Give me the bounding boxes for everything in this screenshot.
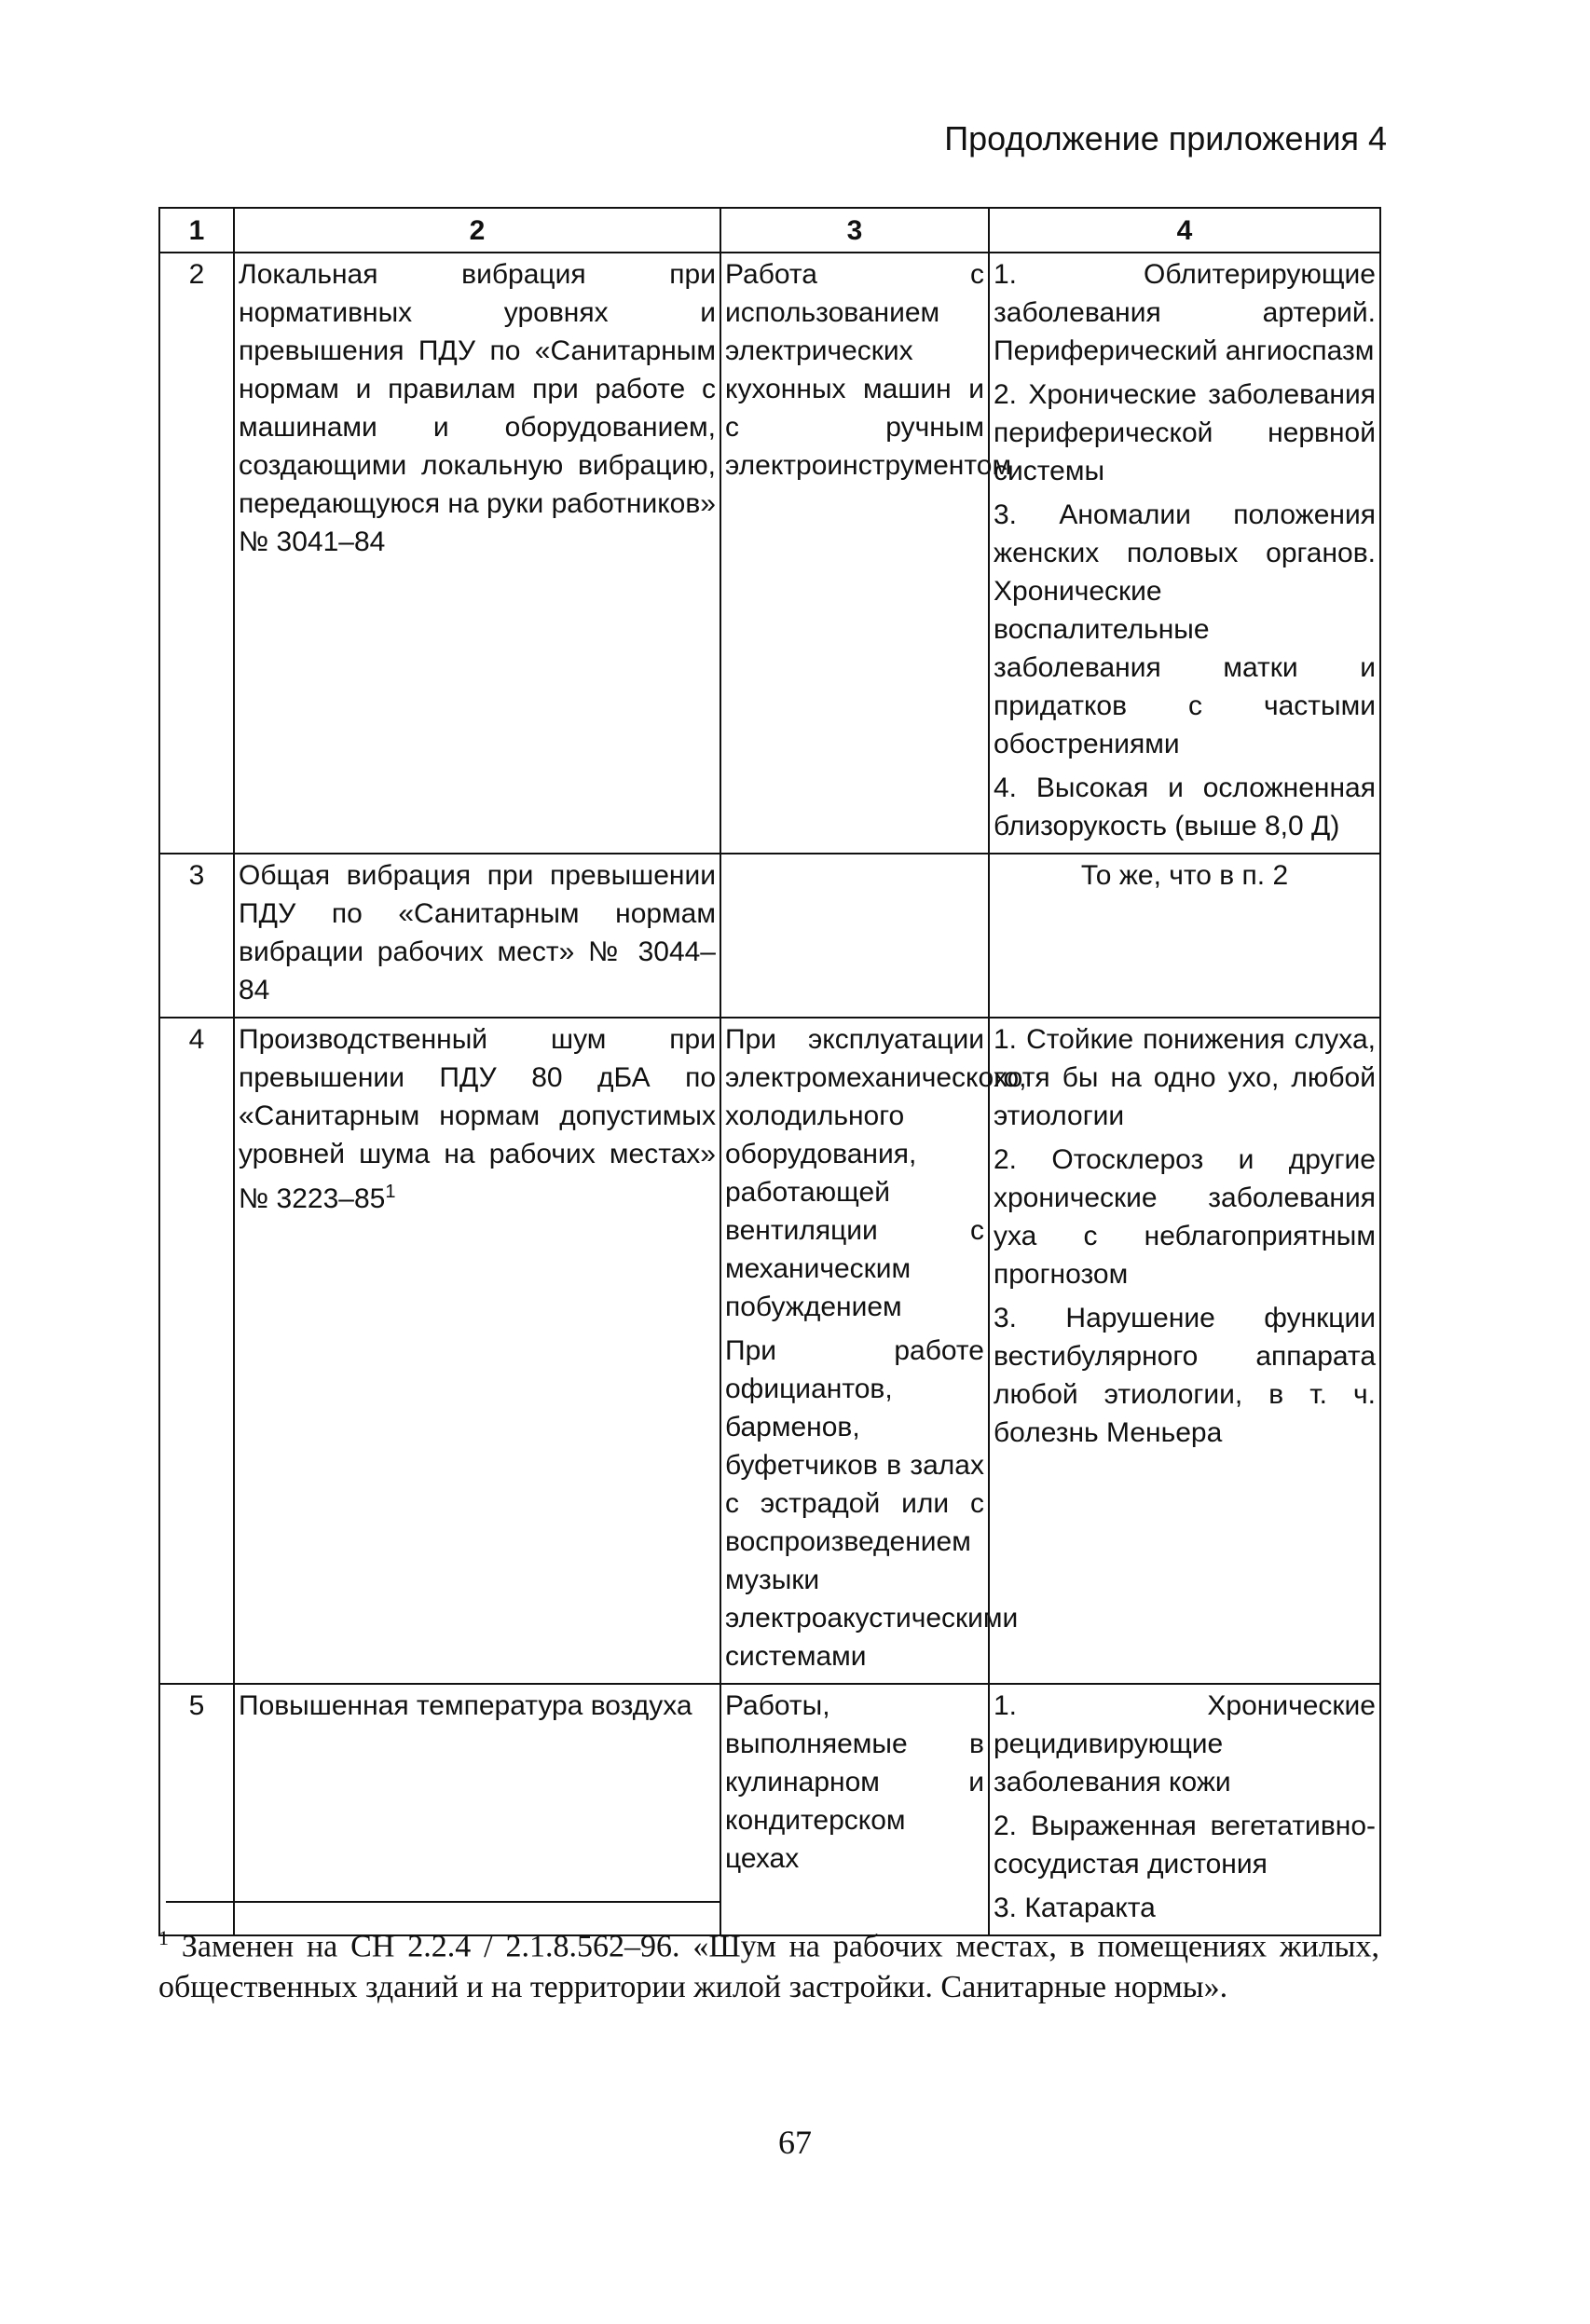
contraindication-item: То же, что в п. 2 <box>1080 860 1289 891</box>
footnote-text: Заменен на СН 2.2.4 / 2.1.8.562–96. «Шум на рабочих местах, в помещениях жилых, общественных зданий и на территории жилой застройки. Санитарные нормы». <box>158 1929 1380 2005</box>
work-type-cell <box>720 253 1012 854</box>
table-header-row <box>159 208 1380 253</box>
column-header: 1 <box>159 208 234 253</box>
page-number: 67 <box>778 2124 812 2161</box>
work-type-text: При работе официантов, барменов, буфетчиков в залах с эстрадой или с воспроизведением музыки электроакустическими системами <box>725 1335 1019 1672</box>
work-type-text: Работы, выполняемые в кулинарном и кондитерском цехах <box>725 1690 984 1874</box>
row-number: 2 <box>159 253 234 854</box>
work-type-cell <box>720 1684 989 1935</box>
harmful-factor-cell <box>234 1018 720 1684</box>
harmful-factor-text: Повышенная температура воздуха <box>239 1690 692 1721</box>
contraindication-item: 2. Отосклероз и другие хронические заболевания уха с неблагоприятным прогнозом <box>994 1144 1376 1290</box>
harmful-factor-label: Производственный шум при превышении ПДУ 80 дБА по «Санитарным нормам допустимых уровней шума на рабочих местах» № 3223–85 <box>239 1024 716 1214</box>
contraindications-cell <box>989 1684 1380 1935</box>
contraindications-cell <box>989 854 1380 1018</box>
row-number: 5 <box>159 1684 234 1935</box>
harmful-factor-text: Локальная вибрация при нормативных уровнях и превышения ПДУ по «Санитарным нормам и правилам при работе с машинами и оборудованием, создающими локальную вибрацию, передающуюся на руки работников» № 3041–84 <box>239 259 716 557</box>
footnote-divider <box>166 1901 720 1903</box>
page-header: Продолжение приложения 4 <box>944 119 1387 157</box>
column-header: 3 <box>720 208 989 253</box>
harmful-factor-cell <box>234 854 720 1018</box>
work-type-text: Работа с использованием электрических кухонных машин и с ручным электроинструментом <box>725 259 1012 481</box>
footnote <box>158 1918 1379 2008</box>
contraindication-item: 2. Хронические заболевания периферической нервной системы <box>994 379 1376 486</box>
work-type-cell <box>720 854 989 1018</box>
contraindication-item: 3. Аномалии положения женских половых органов. Хронические воспалительные заболевания матки и придатков с частыми обострениями <box>994 499 1376 759</box>
contraindication-item: 4. Высокая и осложненная близорукость (выше 8,0 Д) <box>994 772 1376 841</box>
work-type-cell <box>720 1018 1027 1684</box>
table-row <box>159 253 1380 854</box>
contraindications-cell <box>989 253 1380 854</box>
contraindication-item: 1. Хронические рецидивирующие заболевания кожи <box>994 1690 1376 1798</box>
table-row <box>159 854 1380 1018</box>
harmful-factor-cell <box>234 253 720 854</box>
contraindication-item: 1. Облитерирующие заболевания артерий. Периферический ангиоспазм <box>994 259 1376 366</box>
contraindication-item: 3. Катаракта <box>994 1893 1156 1923</box>
row-number: 3 <box>159 854 234 1018</box>
harmful-factor-cell <box>234 1684 720 1935</box>
footnote-reference: 1 <box>385 1182 396 1202</box>
contraindication-item: 2. Выраженная вегетативно-сосудистая дистония <box>994 1811 1376 1880</box>
contraindications-table <box>158 207 1381 1936</box>
harmful-factor-text: Общая вибрация при превышении ПДУ по «Санитарным нормам вибрации рабочих мест» № 3044–84 <box>239 860 716 1005</box>
table-row <box>159 1018 1380 1684</box>
column-header: 2 <box>234 208 720 253</box>
row-number: 4 <box>159 1018 234 1684</box>
footnote-mark: 1 <box>158 1926 169 1949</box>
contraindications-cell <box>989 1018 1380 1684</box>
harmful-factor-text <box>239 1020 716 1218</box>
column-header: 4 <box>989 208 1380 253</box>
table-row <box>159 1684 1380 1935</box>
work-type-text: При эксплуатации электромеханического, холодильного оборудования, работающей вентиляции с механическим побуждением <box>725 1024 1027 1322</box>
contraindication-item: 1. Стойкие понижения слуха, хотя бы на одно ухо, любой этиологии <box>994 1024 1376 1131</box>
contraindication-item: 3. Нарушение функции вестибулярного аппарата любой этиологии, в т. ч. болезнь Меньера <box>994 1303 1376 1448</box>
